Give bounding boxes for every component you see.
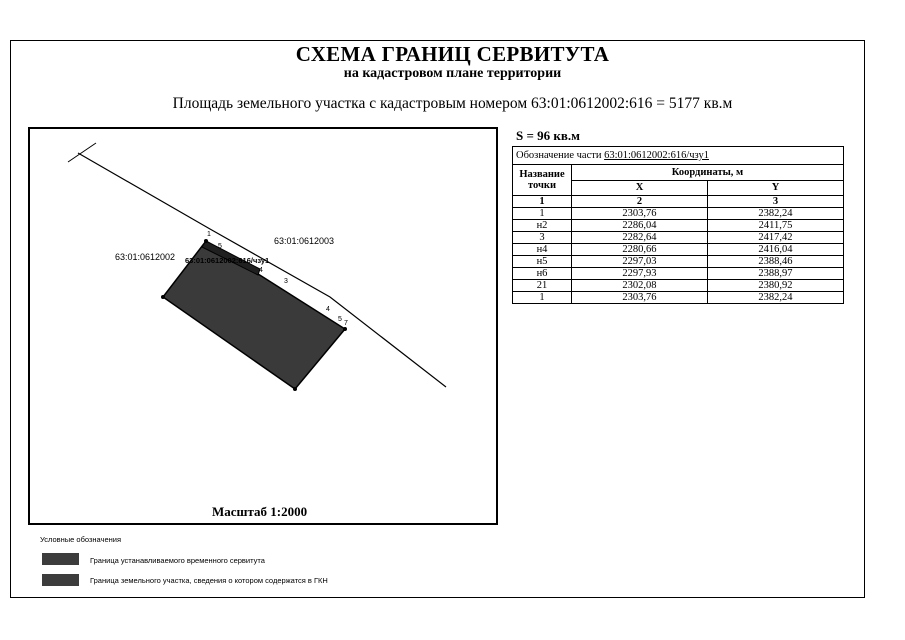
cell-name: 21 bbox=[513, 280, 572, 292]
cell-y: 2380,92 bbox=[707, 280, 843, 292]
legend-label-easement: Граница устанавливаемого временного сервитута bbox=[90, 556, 265, 565]
cell-name: н5 bbox=[513, 256, 572, 268]
table-row bbox=[513, 208, 844, 220]
point-label: 5 bbox=[218, 243, 222, 250]
point-marker bbox=[293, 387, 297, 391]
table-row bbox=[513, 244, 844, 256]
table-row bbox=[513, 280, 844, 292]
legend-label-parcel: Граница земельного участка, сведения о котором содержатся в ГКН bbox=[90, 576, 328, 585]
table-row bbox=[513, 292, 844, 304]
cell-x: 2302,08 bbox=[572, 280, 708, 292]
document-subtitle: на кадастровом плане территории bbox=[343, 66, 562, 81]
point-marker bbox=[343, 327, 347, 331]
cell-y: 2417,42 bbox=[707, 232, 843, 244]
cell-x: 2282,64 bbox=[572, 232, 708, 244]
cell-y: 2382,24 bbox=[707, 292, 843, 304]
part-label: 63:01:0612002:616/чзу1 bbox=[185, 256, 270, 265]
cell-y: 2382,24 bbox=[707, 208, 843, 220]
cell-name: н4 bbox=[513, 244, 572, 256]
col-y: Y bbox=[707, 180, 843, 196]
boundary-line-stub bbox=[68, 143, 96, 162]
point-label: 3 bbox=[284, 278, 288, 285]
col-num: 1 bbox=[513, 196, 572, 208]
table-row bbox=[513, 268, 844, 280]
col-point-name: Название точки bbox=[513, 165, 572, 196]
cell-name: н2 bbox=[513, 220, 572, 232]
point-marker bbox=[204, 239, 208, 243]
quarter-label-right: 63:01:0612003 bbox=[274, 236, 335, 246]
legend-swatch-parcel bbox=[42, 574, 79, 586]
quarter-label-left: 63:01:0612002 bbox=[115, 252, 176, 262]
cadastral-map bbox=[30, 129, 496, 523]
point-label: 4 bbox=[326, 306, 330, 313]
col-num: 3 bbox=[707, 196, 843, 208]
easement-area: S = 96 кв.м bbox=[516, 128, 581, 143]
cell-x: 2303,76 bbox=[572, 292, 708, 304]
cell-y: 2411,75 bbox=[707, 220, 843, 232]
point-label: 5 bbox=[338, 316, 342, 323]
cell-y: 2388,46 bbox=[707, 256, 843, 268]
cell-x: 2297,93 bbox=[572, 268, 708, 280]
col-x: X bbox=[572, 180, 708, 196]
point-label: 7 bbox=[344, 320, 348, 327]
coordinates-table bbox=[512, 146, 844, 304]
point-label: 4 bbox=[259, 267, 263, 274]
cell-name: 1 bbox=[513, 208, 572, 220]
cell-x: 2280,66 bbox=[572, 244, 708, 256]
document-title: СХЕМА ГРАНИЦ СЕРВИТУТА bbox=[295, 42, 610, 66]
cell-y: 2388,97 bbox=[707, 268, 843, 280]
table-caption: Обозначение части 63:01:0612002:616/чзу1 bbox=[513, 147, 844, 165]
cell-x: 2286,04 bbox=[572, 220, 708, 232]
col-num: 2 bbox=[572, 196, 708, 208]
table-row bbox=[513, 220, 844, 232]
parcel-area-line: Площадь земельного участка с кадастровым номером 63:01:0612002:616 = 5177 кв.м bbox=[172, 95, 733, 112]
map-area bbox=[28, 127, 498, 525]
cell-name: 3 bbox=[513, 232, 572, 244]
cell-y: 2416,04 bbox=[707, 244, 843, 256]
legend-swatch-easement bbox=[42, 553, 79, 565]
legend-title: Условные обозначения bbox=[40, 535, 122, 544]
cell-x: 2297,03 bbox=[572, 256, 708, 268]
cell-name: н6 bbox=[513, 268, 572, 280]
cell-x: 2303,76 bbox=[572, 208, 708, 220]
point-label: 1 bbox=[207, 231, 211, 238]
table-row bbox=[513, 232, 844, 244]
table-row bbox=[513, 256, 844, 268]
map-scale: Масштаб 1:2000 bbox=[212, 504, 308, 519]
point-marker bbox=[161, 295, 165, 299]
cell-name: 1 bbox=[513, 292, 572, 304]
col-coordinates: Координаты, м bbox=[572, 165, 844, 181]
